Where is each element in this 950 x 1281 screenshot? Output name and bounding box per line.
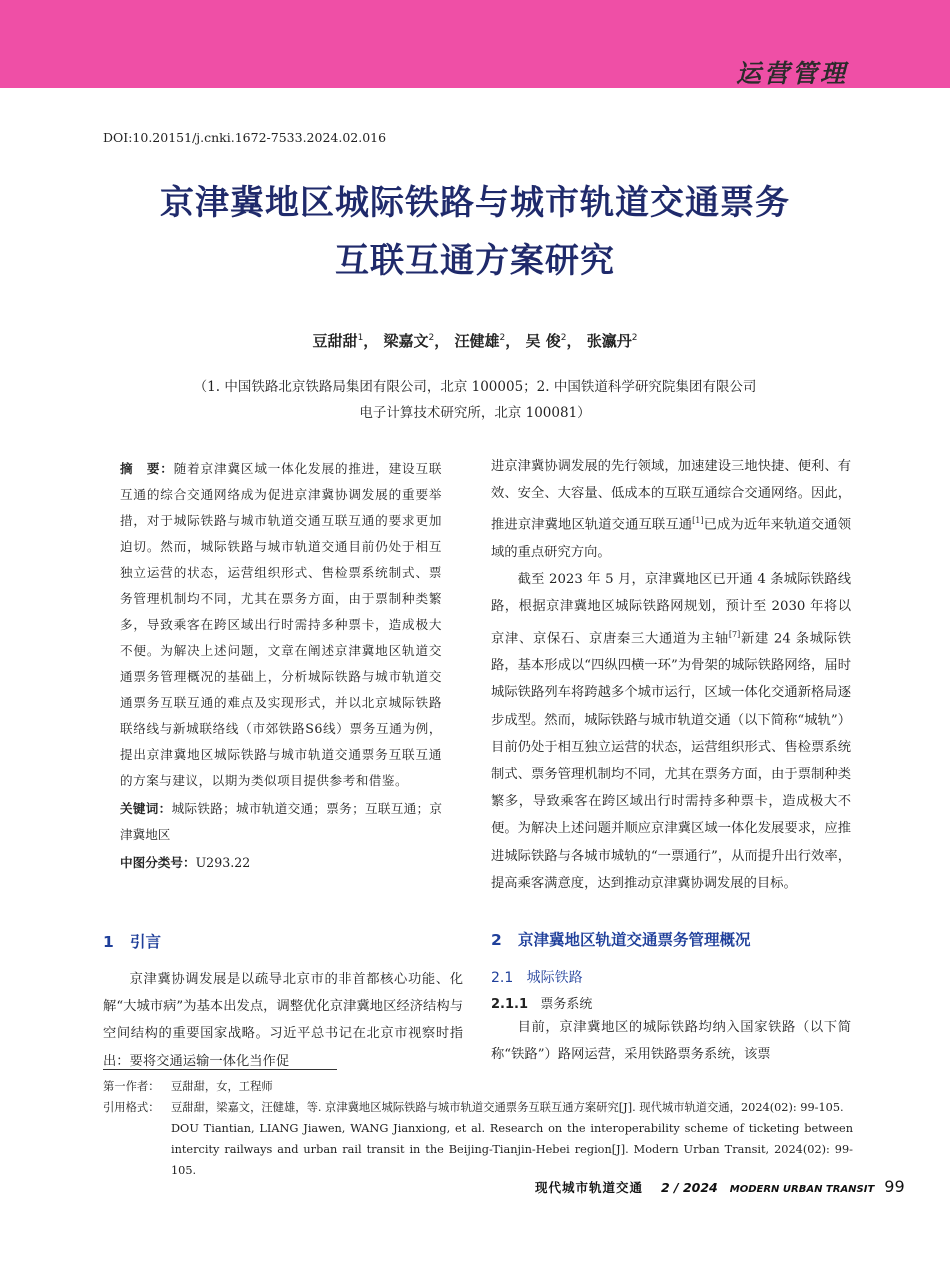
paragraph-text: 进京津冀协调发展的先行领域，加速建设三地快捷、便利、有效、安全、大容量、低成本的互联互通综合交通网络。因此，推进京津冀地区轨道交通互联互通 xyxy=(491,459,851,533)
title-line-2: 互联互通方案研究 xyxy=(335,241,615,281)
title-line-1: 京津冀地区城际铁路与城市轨道交通票务 xyxy=(160,183,790,223)
author: 豆甜甜 xyxy=(312,332,358,350)
doi: DOI:10.20151/j.cnki.1672-7533.2024.02.016 xyxy=(103,130,387,145)
author: 梁嘉文 xyxy=(383,332,429,350)
citation-block xyxy=(171,1097,853,1181)
paragraph xyxy=(491,453,851,566)
citation-ref: [1] xyxy=(692,516,704,526)
clc-label: 中图分类号： xyxy=(120,855,196,870)
paragraph-text: 新建 24 条城际铁路，基本形成以“四纵四横一环”为骨架的城际铁路网络，届时城际铁路列车将跨越多个城市运行，区域一体化交通新格局逐步成型。然而，城际铁路与城市轨道交通（以下简称“城轨”）目前仍处于相互独立运营的状态，运营组织形式、售检票系统制式、票务管理机制均不同，尤其在票务方面，由于票制种类繁多，导致乘客在跨区域出行时需持多种票卡，造成极大不便。为解决上述问题并顺应京津冀区域一体化发展要求，应推进城际铁路与各城市城轨的“一票通行”，从而提升出行效率，提高乘客满意度，达到推动京津冀协调发展的目标。 xyxy=(491,631,852,891)
affiliation-line-1: （1. 中国铁路北京铁路局集团有限公司，北京 100005；2. 中国铁道科学研究院集团有限公司 xyxy=(193,379,757,395)
author-list: 豆甜甜$^1$， 梁嘉文$^2$， 汪健雄$^2$， 吴 俊$^2$， 张瀛丹$^2$ xyxy=(312,332,638,350)
abstract-label: 摘 要： xyxy=(120,461,174,476)
keywords-label: 关键词： xyxy=(120,801,172,816)
author-aff: 2 xyxy=(631,333,638,343)
citation-en: DOU Tiantian, LIANG Jiawen, WANG Jianxiong, et al. Research on the interoperability scheme of ticketing between intercity railways and urban rail transit in the Beijing-Tianjin-Hebei region[J]. Modern Urban Transit, 2024(02): 99-105. xyxy=(171,1122,853,1177)
footnote-text: 豆甜甜，女，工程师 xyxy=(171,1080,273,1093)
footnote-divider xyxy=(103,1069,337,1070)
footnotes xyxy=(103,1076,853,1181)
paragraph: 目前，京津冀地区的城际铁路均纳入国家铁路（以下简称“铁路”）路网运营，采用铁路票务系统，该票 xyxy=(491,1020,851,1063)
section-heading xyxy=(491,928,851,950)
keywords-text: 城际铁路；城市轨道交通；票务；互联互通；京津冀地区 xyxy=(120,801,443,842)
footnote-first-author xyxy=(103,1076,853,1097)
section-number: 1 xyxy=(103,933,114,951)
abstract-text: 随着京津冀区域一体化发展的推进，建设互联互通的综合交通网络成为促进京津冀协调发展的重要举措，对于城际铁路与城市轨道交通互联互通的要求更加迫切。然而，城际铁路与城市轨道交通目前仍处于相互独立运营的状态，运营组织形式、售检票系统制式、票务管理机制均不同，尤其在票务方面，由于票制种类繁多，导致乘客在跨区域出行时需持多种票卡，造成极大不便。为解决上述问题，文章在阐述京津冀地区轨道交通票务管理概况的基础上，分析城际铁路与城市轨道交通票务互联互通的难点及实现形式，并以北京城际铁路联络线与新城联络线（市郊铁路S6线）票务互通为例，提出京津冀地区城际铁路与城市轨道交通票务互联互通的方案与建议，以期为类似项目提供参考和借鉴。 xyxy=(120,461,443,788)
paragraph-text: 截至 2023 年 5 月，京津冀地区已开通 4 条城际铁路线路，根据京津冀地区城际铁路网规划，预计至 2030 年将以京津、京保石、京唐秦三大通道为主轴 xyxy=(491,572,851,647)
author: 张瀛丹 xyxy=(586,332,632,350)
section-title: 京津冀地区轨道交通票务管理概况 xyxy=(518,931,751,949)
author-aff: 2 xyxy=(560,333,567,343)
section-2 xyxy=(491,928,851,1068)
right-column-top xyxy=(491,453,851,897)
section-label: 运营管理 xyxy=(735,59,848,88)
paragraph-text: 已成为近年来轨道交通领域的重点研究方向。 xyxy=(491,517,852,561)
paragraph xyxy=(491,566,851,897)
author-aff: 2 xyxy=(499,333,506,343)
clc-code xyxy=(120,850,442,876)
affiliation-line-2: 电子计算技术研究所，北京 100081） xyxy=(359,405,591,421)
author-aff: 2 xyxy=(428,333,435,343)
subsection-heading xyxy=(491,967,851,987)
clc-value: U293.22 xyxy=(195,855,251,870)
subsubsection-number: 2.1.1 xyxy=(491,997,529,1012)
section-1 xyxy=(103,930,463,1075)
page-footer xyxy=(535,1177,905,1196)
paragraph: 京津冀协调发展是以疏导北京市的非首都核心功能、化解“大城市病”为基本出发点，调整优化京津冀地区经济结构与空间结构的重要国家战略。习近平总书记在北京市视察时指出：要将交通运输一体化当作促 xyxy=(103,972,463,1069)
footnote-label: 引用格式： xyxy=(103,1101,160,1114)
author: 汪健雄 xyxy=(454,332,500,350)
footnote-citation xyxy=(103,1097,853,1181)
abstract-block xyxy=(120,456,442,876)
author: 吴 俊 xyxy=(525,332,561,350)
author-aff: 1 xyxy=(357,333,364,343)
section-number: 2 xyxy=(491,931,502,949)
subsubsection-heading xyxy=(491,993,851,1012)
subsection-title: 城际铁路 xyxy=(526,970,583,986)
section-title: 引言 xyxy=(130,933,162,951)
citation-ref: [7] xyxy=(728,629,741,639)
keywords xyxy=(120,796,442,848)
section-heading xyxy=(103,930,463,952)
journal-name-en: MODERN URBAN TRANSIT xyxy=(729,1184,875,1195)
footnote-label: 第一作者： xyxy=(103,1080,160,1093)
subsubsection-title: 票务系统 xyxy=(540,997,593,1012)
journal-name-cn: 现代城市轨道交通 xyxy=(535,1180,644,1195)
page-number: 99 xyxy=(884,1177,905,1196)
abstract xyxy=(120,456,442,794)
subsection-number: 2.1 xyxy=(491,970,514,986)
citation-cn: 豆甜甜，梁嘉文，汪健雄，等. 京津冀地区城际铁路与城市轨道交通票务互联互通方案研究[J]. 现代城市轨道交通，2024(02): 99-105. xyxy=(171,1101,844,1114)
issue: 2 / 2024 xyxy=(661,1180,718,1195)
